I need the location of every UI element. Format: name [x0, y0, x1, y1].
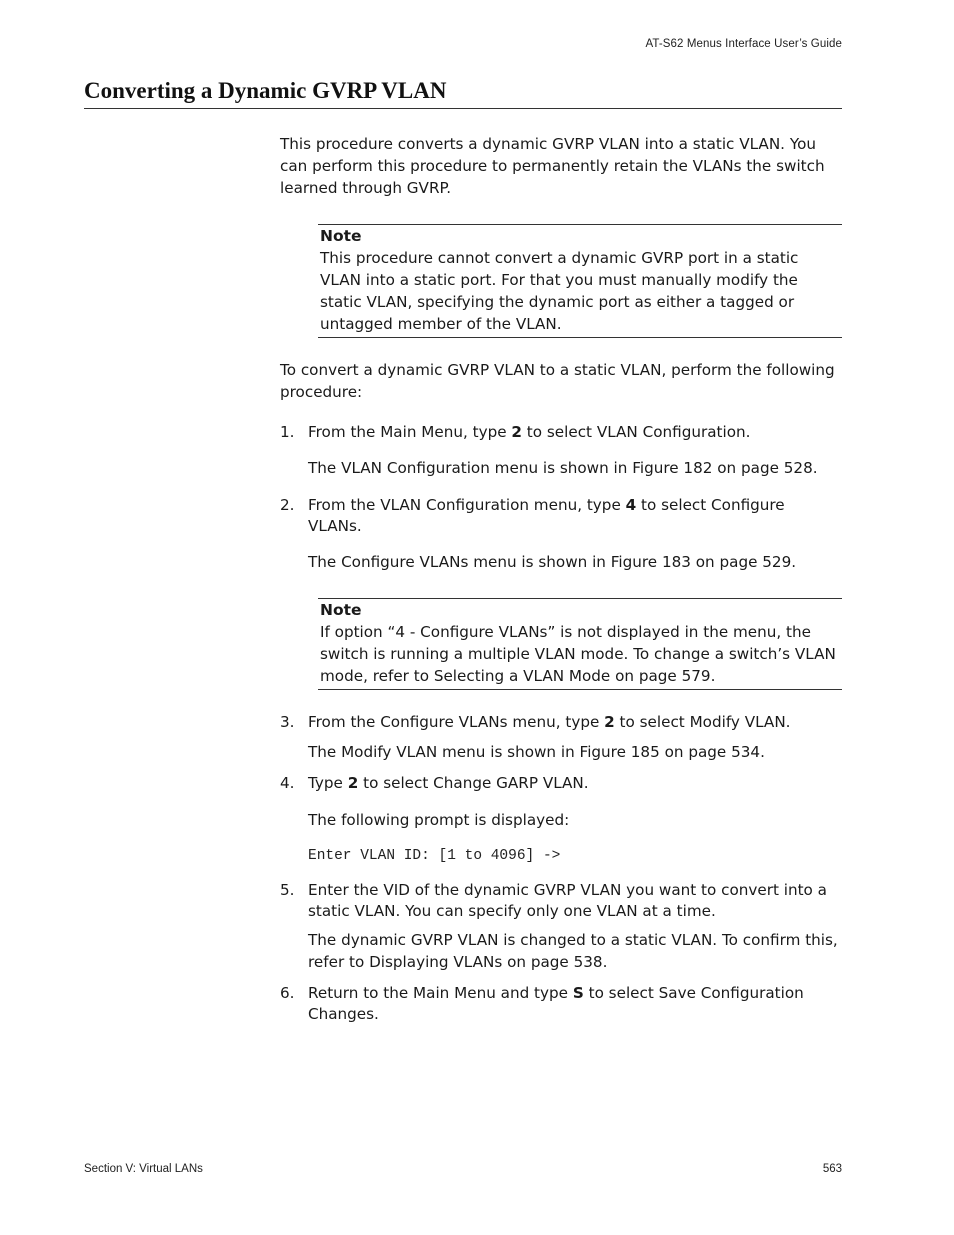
step-text-before: Type: [308, 774, 348, 792]
note-box-1: [318, 224, 842, 338]
step-text-before: Return to the Main Menu and type: [308, 984, 573, 1002]
step-key: 4: [625, 496, 637, 514]
lead-in-paragraph: To convert a dynamic GVRP VLAN to a static VLAN, perform the following procedure:: [280, 361, 835, 401]
step-5: [280, 880, 845, 922]
step-number: 2.: [280, 496, 295, 514]
step-text: [308, 983, 818, 1025]
step-4-result: The following prompt is displayed:: [308, 811, 570, 829]
command-prompt: Enter VLAN ID: [1 to 4096] ->: [308, 848, 561, 864]
step-number: 6.: [280, 984, 295, 1002]
step-text: [308, 495, 808, 537]
step-3: [280, 711, 845, 733]
step-2-result: The Configure VLANs menu is shown in Figure 183 on page 529.: [308, 553, 797, 571]
note-box-2: [318, 598, 842, 690]
note-text: This procedure cannot convert a dynamic GVRP port in a static VLAN into a static port. For that you must manually modify the static VLAN, specifying the dynamic port as either a tagged or untagged member of the VLAN.: [320, 249, 799, 333]
running-header: AT-S62 Menus Interface User’s Guide: [645, 38, 842, 50]
step-1: [280, 421, 845, 443]
step-1-result: The VLAN Configuration menu is shown in Figure 182 on page 528.: [308, 459, 818, 477]
step-2: [280, 495, 845, 537]
section-title: Converting a Dynamic GVRP VLAN: [84, 78, 842, 109]
step-key: 2: [511, 423, 522, 441]
step-3-result: The Modify VLAN menu is shown in Figure 185 on page 534.: [308, 743, 765, 761]
step-6: [280, 983, 845, 1025]
step-text-after: to select VLAN Configuration.: [521, 423, 751, 441]
step-number: 3.: [280, 713, 295, 731]
step-text-before: From the VLAN Configuration menu, type: [308, 496, 626, 514]
intro-paragraph: This procedure converts a dynamic GVRP VLAN into a static VLAN. You can perform this procedure to permanently retain the VLANs the switch learned through GVRP.: [280, 135, 825, 197]
note-title: Note: [320, 227, 362, 245]
step-text-after: to select Modify VLAN.: [614, 713, 791, 731]
page-number: 563: [822, 1163, 842, 1175]
step-text-after: to select Change GARP VLAN.: [358, 774, 589, 792]
step-text: [308, 421, 845, 443]
step-key: 2: [347, 774, 359, 792]
step-text-after: to select Configure VLANs.: [308, 496, 785, 535]
step-number: 4.: [280, 774, 295, 792]
note-text: If option “4 - Configure VLANs” is not displayed in the menu, the switch is running a multiple VLAN mode. To change a switch’s VLAN mode, refer to Selecting a VLAN Mode on page 579.: [320, 623, 836, 685]
footer-section: Section V: Virtual LANs: [84, 1163, 203, 1175]
step-key: S: [572, 984, 584, 1002]
step-number: 1.: [280, 423, 295, 441]
step-number: 5.: [280, 881, 295, 899]
step-text-after: to select Save Configuration Changes.: [308, 984, 804, 1023]
step-text: [308, 772, 845, 794]
step-text: [308, 711, 845, 733]
step-key: 2: [604, 713, 615, 731]
step-text-before: From the Configure VLANs menu, type: [308, 713, 605, 731]
step-4: [280, 772, 845, 794]
step-5-result: The dynamic GVRP VLAN is changed to a static VLAN. To confirm this, refer to Displaying VLANs on page 538.: [308, 931, 838, 971]
step-text: Enter the VID of the dynamic GVRP VLAN you want to convert into a static VLAN. You can specify only one VLAN at a time.: [308, 881, 827, 920]
note-title: Note: [320, 601, 362, 619]
step-text-before: From the Main Menu, type: [308, 423, 512, 441]
